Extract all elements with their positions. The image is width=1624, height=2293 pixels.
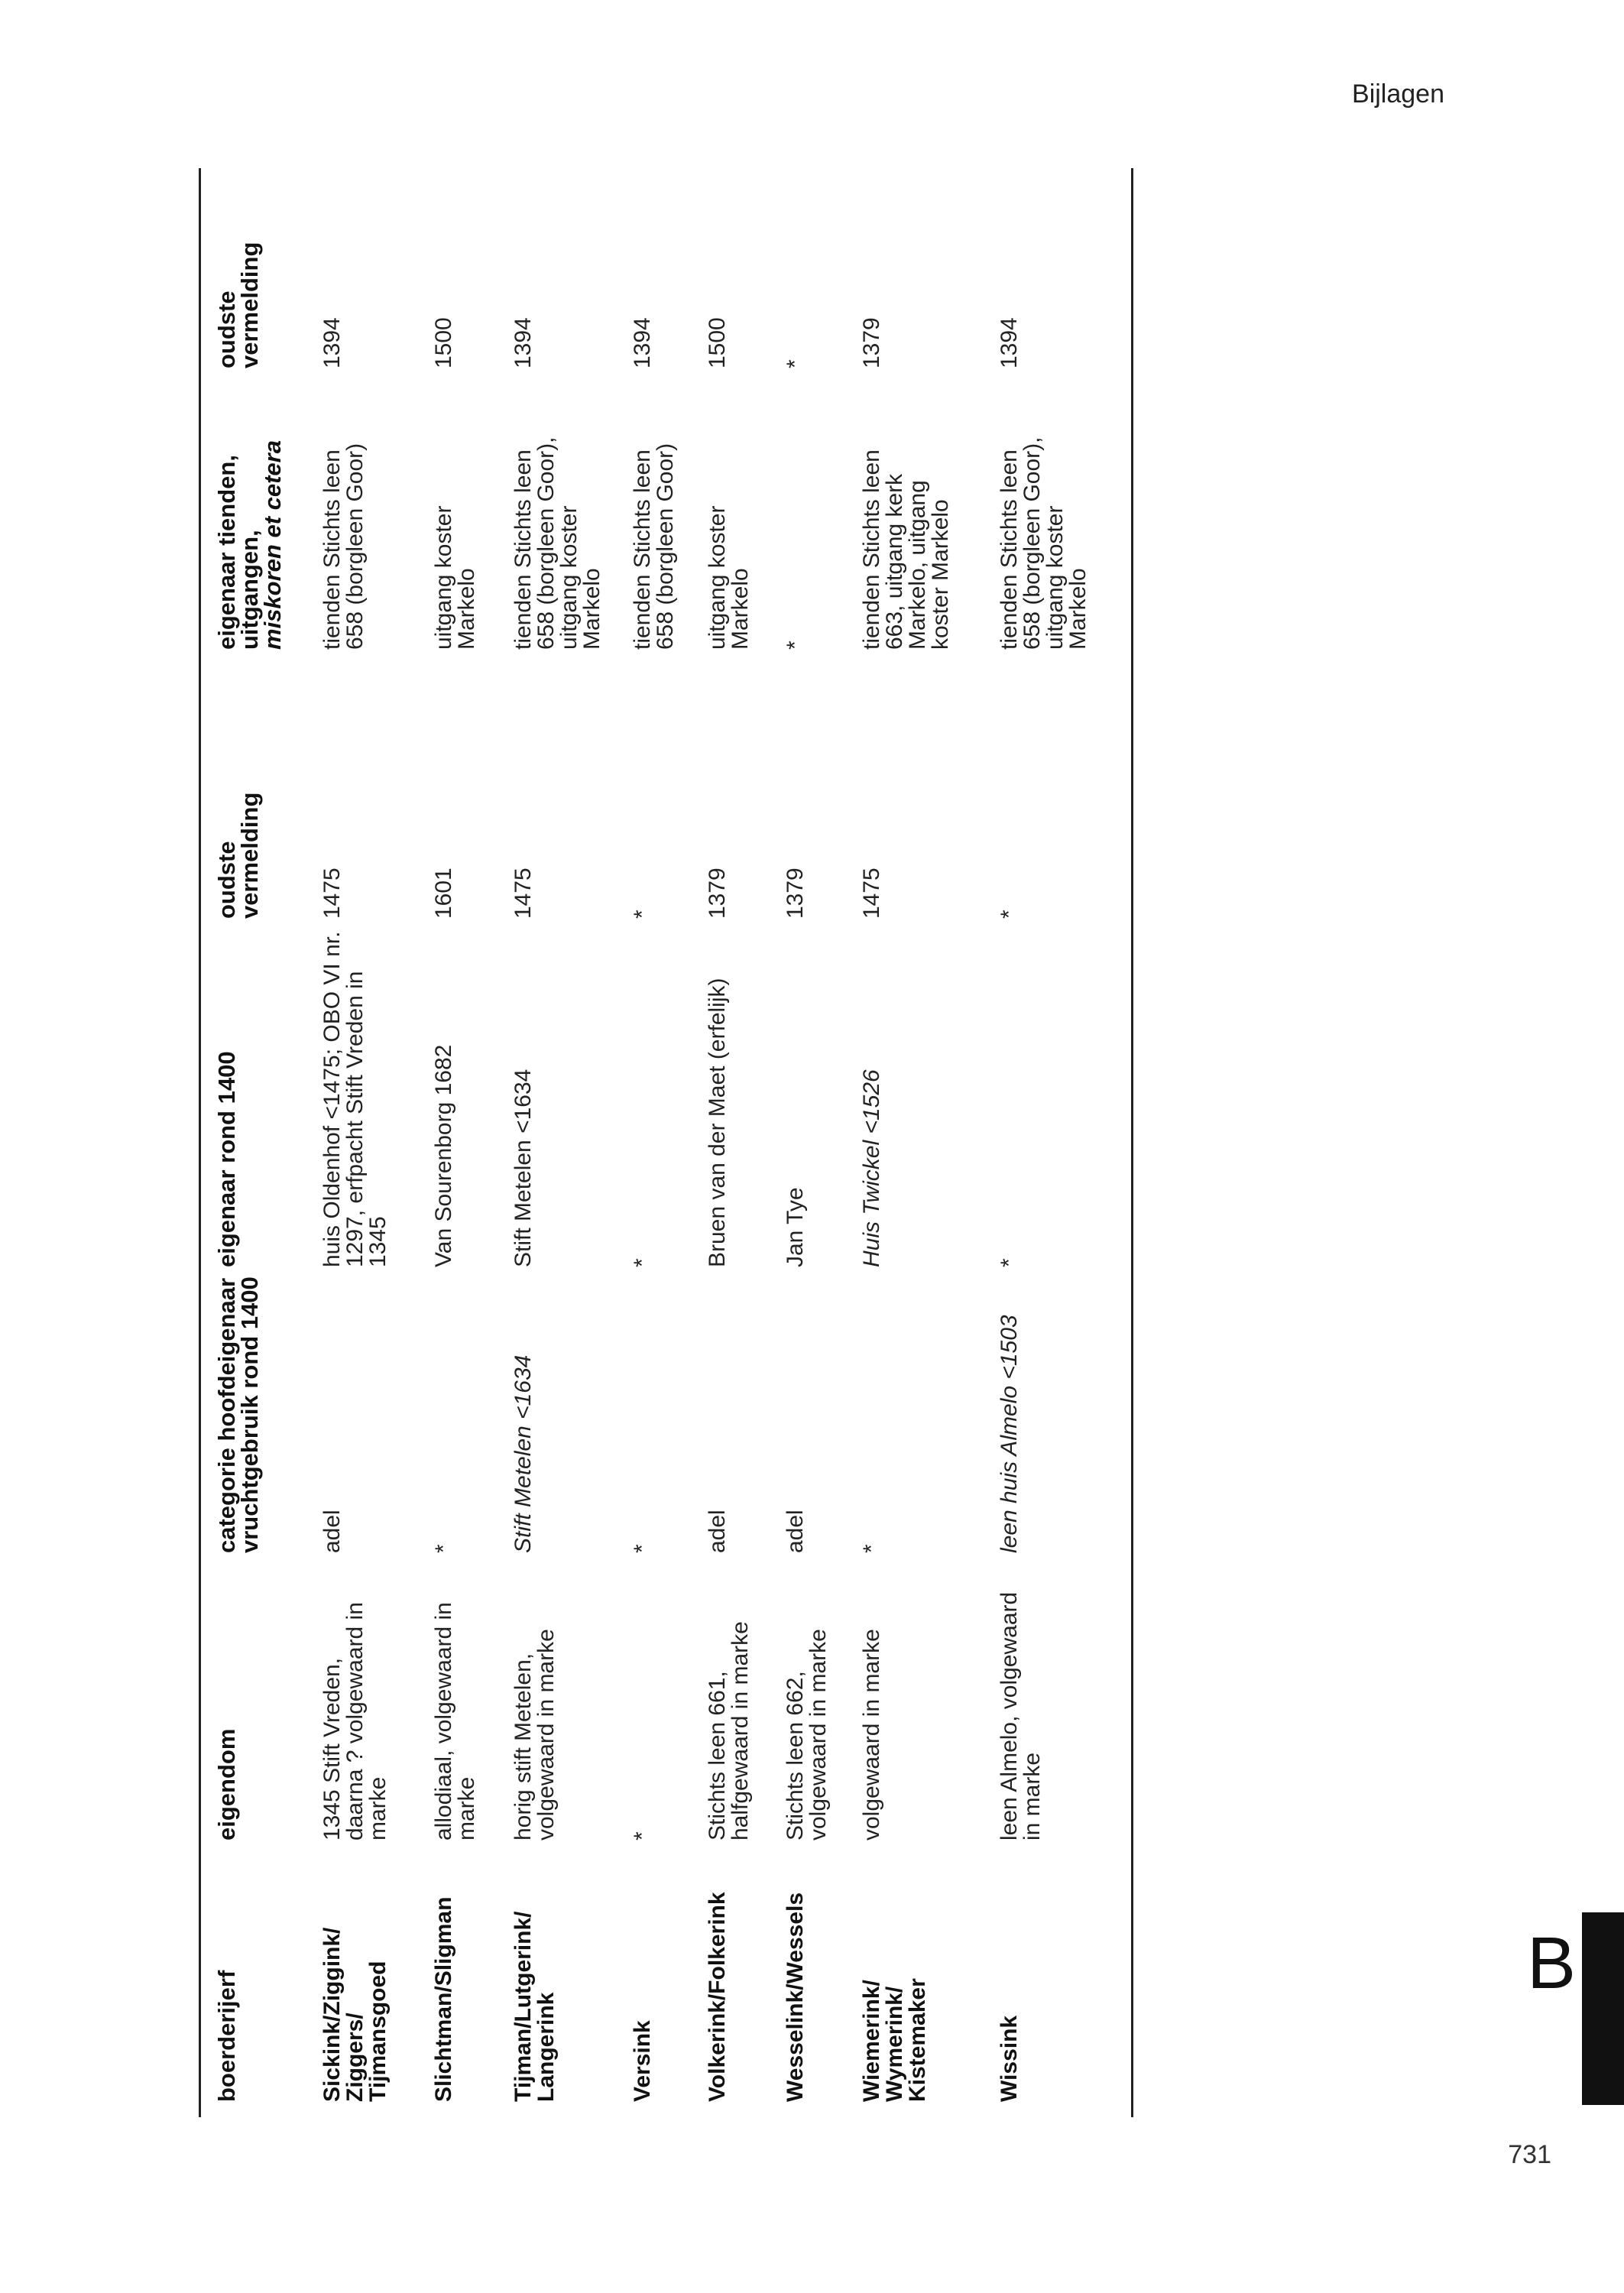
row-owner-1400: Stift Metelen <1634 [511, 1069, 536, 1267]
row-category: adel [319, 1510, 345, 1553]
header-oldest-mention-2: oudste vermelding [213, 242, 263, 368]
header-tithes-owner-sub: miskoren et cetera [259, 440, 286, 650]
row-tithes: tienden Stichts leen 658 (borgleen Goor) [319, 443, 368, 650]
row-ownership: 1345 Stift Vreden, daarna ? volgewaard in marke [319, 1602, 391, 1841]
row-farm: Slichtman/Sligman [431, 1896, 456, 2102]
header-farm: boerderijerf [213, 1970, 240, 2102]
row-farm: Versink [630, 2020, 655, 2102]
row-owner-1400: Huis Twickel <1526 [859, 1069, 884, 1267]
farm-table [199, 168, 1133, 2117]
section-tab-marker [1582, 1912, 1624, 2105]
section-tab-letter: B [1526, 1922, 1577, 2004]
row-ownership: Stichts leen 661, halfgewaard in marke [705, 1621, 753, 1841]
row-tithes: tienden Stichts leen 658 (borgleen Goor), uitgang koster Markelo [511, 436, 605, 650]
row-oldest-2: 1379 [859, 317, 884, 368]
row-farm: Volkerink/Folkerink [705, 1892, 730, 2102]
row-oldest-1: 1475 [859, 868, 884, 919]
row-ownership: horig stift Metelen, volgewaard in marke [511, 1629, 559, 1841]
header-tithes-owner [213, 420, 286, 650]
row-farm: Wesselink/Wessels [783, 1892, 808, 2102]
row-tithes: uitgang koster Markelo [431, 505, 479, 650]
row-category: * [431, 1544, 456, 1553]
row-oldest-2: 1394 [630, 317, 655, 368]
row-ownership: volgewaard in marke [859, 1629, 884, 1841]
row-oldest-2: 1394 [511, 317, 536, 368]
row-tithes: uitgang koster Markelo [705, 505, 753, 650]
header-tithes-owner-main: eigenaar tienden, uitgangen, [213, 455, 263, 650]
row-farm: Sickink/Ziggink/ Ziggers/ Tijmansgoed [319, 1927, 391, 2102]
row-farm: Wissink [997, 2015, 1022, 2102]
row-ownership: leen Almelo, volgewaard in marke [997, 1591, 1045, 1841]
running-head: Bijlagen [1352, 79, 1444, 109]
row-oldest-1: * [630, 910, 655, 919]
row-oldest-1: 1379 [705, 868, 730, 919]
row-category: * [859, 1544, 884, 1553]
row-owner-1400: Bruen van der Maet (erfelijk) [705, 978, 730, 1267]
row-farm: Wiemerink/ Wymerink/ Kistemaker [859, 1978, 930, 2102]
row-oldest-1: * [997, 910, 1022, 919]
page-number: 731 [1508, 2140, 1551, 2169]
row-ownership: Stichts leen 662, volgewaard in marke [783, 1629, 831, 1841]
row-ownership: allodiaal, volgewaard in marke [431, 1602, 479, 1841]
row-category: Stift Metelen <1634 [511, 1354, 536, 1553]
row-tithes: tienden Stichts leen 658 (borgleen Goor) [630, 443, 678, 650]
row-category: adel [783, 1510, 808, 1553]
row-oldest-1: 1379 [783, 868, 808, 919]
row-owner-1400: * [630, 1258, 655, 1267]
row-oldest-2: 1500 [705, 317, 730, 368]
row-oldest-2: 1394 [319, 317, 345, 368]
row-owner-1400: Jan Tye [783, 1187, 808, 1267]
table-top-rule [199, 168, 201, 2117]
row-oldest-1: 1601 [431, 868, 456, 919]
row-category: leen huis Almelo <1503 [997, 1315, 1022, 1553]
row-oldest-2: 1394 [997, 317, 1022, 368]
row-oldest-1: 1475 [511, 868, 536, 919]
row-owner-1400: Van Sourenborg 1682 [431, 1044, 456, 1267]
row-oldest-2: * [783, 359, 808, 368]
row-oldest-2: 1500 [431, 317, 456, 368]
row-oldest-1: 1475 [319, 868, 345, 919]
row-farm: Tijman/Lutgerink/ Langerink [511, 1911, 559, 2102]
row-owner-1400: huis Oldenhof <1475; OBO VI nr. 1297, erfpacht Stift Vreden in 1345 [319, 931, 391, 1267]
row-tithes: tienden Stichts leen 658 (borgleen Goor), uitgang koster Markelo [997, 436, 1091, 650]
header-ownership: eigendom [213, 1728, 240, 1841]
table-bottom-rule [1131, 168, 1133, 2117]
row-ownership: * [630, 1831, 655, 1841]
row-owner-1400: * [997, 1258, 1022, 1267]
row-category: * [630, 1544, 655, 1553]
header-category: categorie hoofdeigenaar vruchtgebruik rond 1400 [213, 1276, 263, 1553]
header-owner-1400: eigenaar rond 1400 [213, 1051, 240, 1267]
row-tithes: tienden Stichts leen 663, uitgang kerk Markelo, uitgang koster Markelo [859, 449, 953, 650]
row-category: adel [705, 1510, 730, 1553]
row-tithes: * [783, 641, 808, 650]
header-oldest-mention-1: oudste vermelding [213, 792, 263, 919]
